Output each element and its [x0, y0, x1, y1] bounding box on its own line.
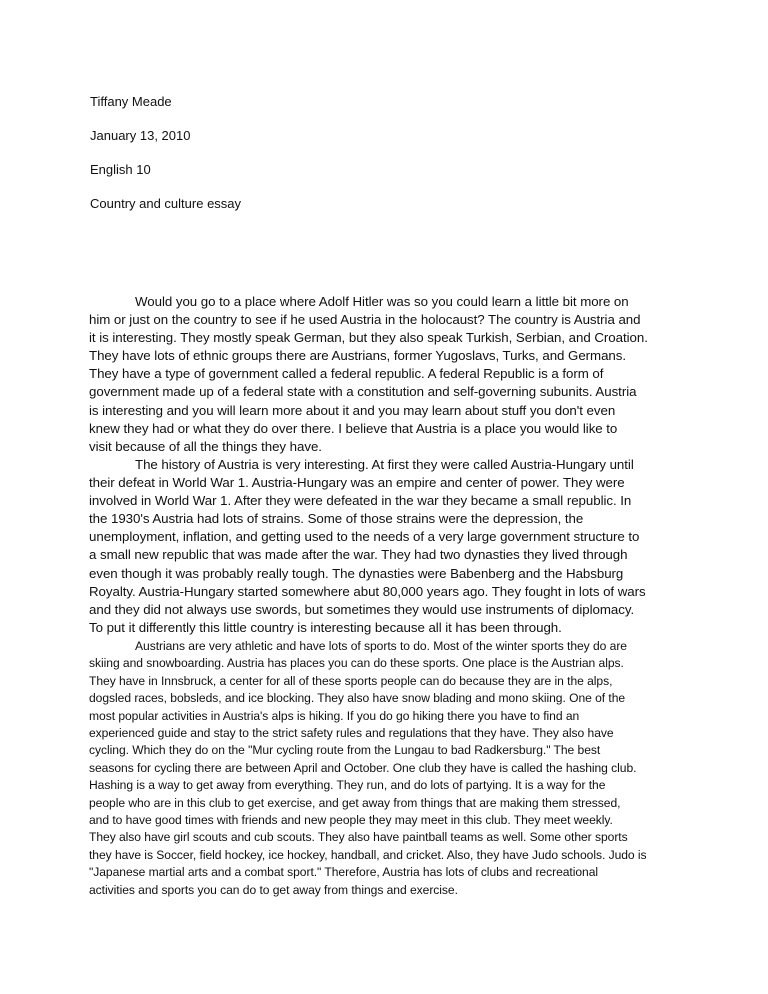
paragraph-line: is interesting and you will learn more about it and you may learn about stuff you don't even	[89, 402, 616, 418]
paragraph-line: To put it differently this little country is interesting because all it has been through.	[89, 619, 562, 635]
paragraph-line: visit because of all the things they have.	[89, 438, 322, 454]
paragraph-line: Would you go to a place where Adolf Hitler was so you could learn a little bit more on	[135, 294, 629, 309]
paragraph-line: it is interesting. They mostly speak German, but they also speak Turkish, Serbian, and Croation.	[89, 330, 648, 346]
paragraph-line: cycling. Which they do on the "Mur cycling route from the Lungau to bad Radkersburg." The best	[89, 743, 601, 758]
paragraph-line: him or just on the country to see if he used Austria in the holocaust? The country is Austria and	[89, 312, 641, 328]
paragraph-line: even though it was probably really tough. The dynasties were Babenberg and the Habsburg	[89, 565, 624, 581]
paragraph-line: They also have girl scouts and cub scouts. They also have paintball teams as well. Some other sports	[89, 830, 628, 845]
essay-date: January 13, 2010	[90, 128, 191, 143]
paragraph-line: their defeat in World War 1. Austria-Hungary was an empire and center of power. They were	[89, 475, 625, 491]
assignment-title: Country and culture essay	[90, 196, 242, 211]
essay-paragraph-history	[89, 456, 689, 637]
paragraph-line: seasons for cycling there are between April and October. One club they have is called the hashing club.	[89, 760, 637, 775]
paragraph-line: knew they had or what they do over there. I believe that Austria is a place you would like to	[89, 420, 618, 436]
paragraph-line: They have a type of government called a federal republic. A federal Republic is a form of	[89, 366, 604, 382]
paragraph-line: They have in Innsbruck, a center for all of these sports people can do because they are in the alps,	[89, 673, 613, 688]
paragraph-line: government made up of a federal state with a constitution and self-governing subunits. Austria	[89, 384, 637, 400]
paragraph-line: Royalty. Austria-Hungary started somewhere abut 80,000 years ago. They fought in lots of wars	[89, 583, 646, 599]
paragraph-line: they have is Soccer, field hockey, ice hockey, handball, and cricket. Also, they have Judo schools. Judo is	[89, 847, 647, 862]
paragraph-line: Hashing is a way to get away from everything. They run, and do lots of partying. It is a way for the	[89, 778, 606, 793]
paragraph-line: the 1930's Austria had lots of strains. Some of those strains were the depression, the	[89, 511, 584, 527]
paragraph-line: unemployment, inflation, and getting used to the needs of a very large government structure to	[89, 529, 640, 545]
essay-paragraph-sports	[89, 638, 689, 899]
paragraph-line: skiing and snowboarding. Austria has places you can do these sports. One place is the Austrian alps.	[89, 656, 624, 671]
paragraph-line: most popular activities in Austria's alps is hiking. If you do go hiking there you have to find an	[89, 708, 580, 723]
paragraph-line: a small new republic that was made after the war. They had two dynasties they lived through	[89, 547, 628, 563]
paragraph-line: involved in World War 1. After they were defeated in the war they became a small republic. In	[89, 493, 632, 509]
paragraph-line: The history of Austria is very interesting. At first they were called Austria-Hungary until	[135, 457, 634, 472]
author-name: Tiffany Meade	[90, 94, 172, 109]
course-name: English 10	[90, 162, 151, 177]
paragraph-line: Austrians are very athletic and have lots of sports to do. Most of the winter sports they do are	[135, 639, 627, 653]
paragraph-line: dogsled races, bobsleds, and ice blocking. They also have snow blading and mono skiing. One of the	[89, 691, 626, 706]
paragraph-line: "Japanese martial arts and a combat sport." Therefore, Austria has lots of clubs and recreational	[89, 865, 599, 880]
essay-paragraph-intro	[89, 293, 689, 456]
paragraph-line: activities and sports you can do to get away from things and exercise.	[89, 882, 458, 897]
paragraph-line: and to have good times with friends and new people they may meet in this club. They meet weekly.	[89, 813, 613, 828]
paragraph-line: and they did not always use swords, but sometimes they would use instruments of diplomacy.	[89, 601, 635, 617]
paragraph-line: They have lots of ethnic groups there are Austrians, former Yugoslavs, Turks, and Germans.	[89, 348, 627, 364]
paragraph-line: people who are in this club to get exercise, and get away from things that are making them stressed,	[89, 795, 621, 810]
paragraph-line: experienced guide and stay to the strict safety rules and regulations that they have. They also have	[89, 726, 614, 741]
